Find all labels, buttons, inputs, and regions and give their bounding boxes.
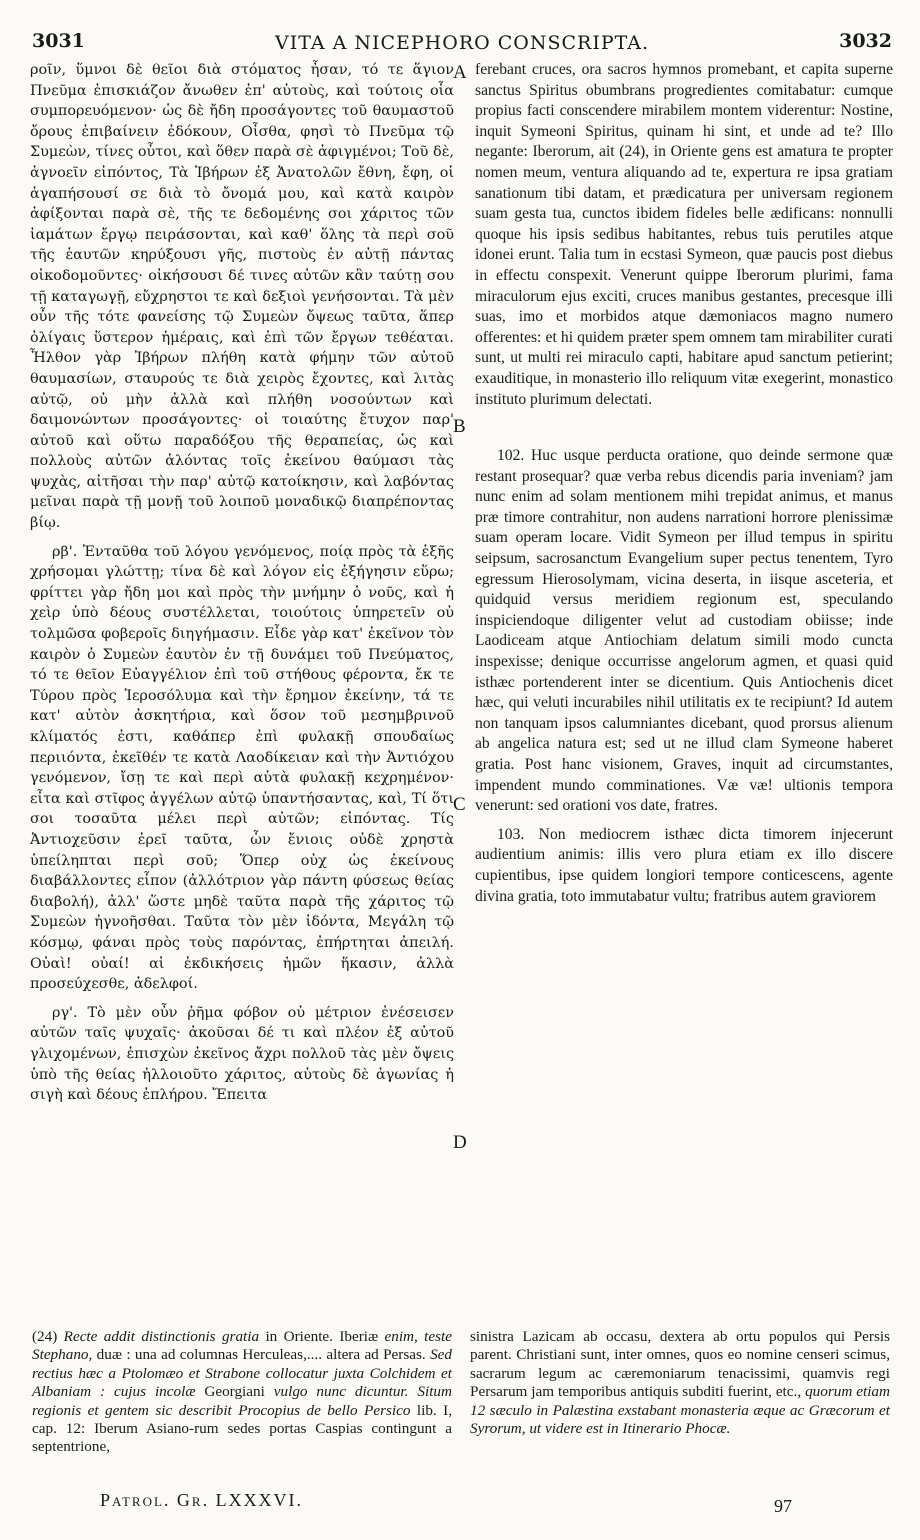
section-marker-a: A [453,62,467,83]
greek-paragraph: ρβ'. Ἐνταῦθα τοῦ λόγου γενόμενος, ποίᾳ πρὸς τὰ ἑξῆς χρήσομαι γλώττῃ; τίνα δὲ καὶ λόγον εἰς ἐξήγησιν εὕρω; φρίττει γὰρ ἤδη μοι καὶ πρὸς τὴν μνήμην ὁ νοῦς, καὶ ἡ χεὶρ ὑπὸ δέους συστέλλεται, τοιούτοις ὑπηρετεῖν οὐ τολμῶσα φοβεροῖς διηγήμασιν. Εἶδε γὰρ κατ' ἐκεῖνον τὸν καιρὸν ὁ Συμεὼν ἑαυτὸν ἐν τῇ δυνάμει τοῦ Πνεύματος, τό τε θεῖον Εὐαγγέλιον ἐπὶ τοῦ στήθους φέροντα, ἔκ τε Τύρου πρὸς Ἱεροσόλυμα καὶ τὴν ἔρημον ἐκείνην, τά τε κατ' αὐτὸν ἀσκητήρια, καὶ ὅσον τοῦ μεσημβρινοῦ κλίματός ἐστι, καθάπερ ἐπὶ φυλακῇ σπουδαίως περιιόντα, ἐκεῖθέν τε κατὰ Λαοδίκειαν καὶ τὴν Ἀντιόχου γενόμενον, ἴσῃ τε καὶ περὶ αὐτὰ φυλακῇ κεχρημένον· εἶτα καὶ στῖφος ἀγγέλων αὐτῷ ὑπαντήσαντας, καὶ, Τί ὅτι σοι τοσαῦτα μέλει περὶ αὐτῶν; εἰπόντας. Τίς Ἀντιοχεῦσιν ἐρεῖ ταῦτα, ὧν ἔνιοις οὐδὲ χρηστὰ ὑπείληπται περὶ σοῦ; Ὅπερ οὐχ ὡς ἐκείνους διαβάλλοντες εἶπον (ἀλλότριον γὰρ πάντη φύσεως θείας διαβολή), ἀλλ' ὥστε μηδὲ ταῦτα παρὰ τῆς χάριτος τῷ Συμεὼν ἠγνοῆσθαι. Ταῦτα τὸν μὲν ἰδόντα, Μεγάλη τῷ κόσμῳ, φάναι πρὸς τοὺς παρόντας, ἐπήρτηται ἀπειλή. Οὐαὶ! οὐαί! αἱ ἐκδικήσεις ἡμῶν ἥκασιν, ἀλλὰ προσεύχεσθε, ἀδελφοί. [30,543,454,993]
footnote-text: sinistra Lazicam ab occasu, dextera ab ortu populos qui Persis parent. Christiani sunt, inter omnes, quos eo nomine censeri scimus, sacrarum legum ac cæremoniarum tenacissimi, quamvis regi Persarum jam temporibus antiquis subditi fuerint, etc., [470,1328,890,1401]
sheet-number: 97 [774,1496,792,1516]
footnote-text: Recte addit distinctionis gratia [63,1328,260,1345]
latin-paragraph: ferebant cruces, ora sacros hymnos promebant, et capita superne sanctus Spiritus obumbrans progredientes comitabatur: cumque propius facti conscendere mirabilem montem viderentur: Nostine, inquit Symeoni Spiritus, quinam hi sint, et unde ad te? Illo negante: Iberorum, ait (24), in Oriente gens est amatura te propter nomen meum, ventura aliquando ad te, expertura re ipsa gratiam sanationum tibi datam, et prædicatura per universam regionem suam gesta tua, cunctos ibidem fideles belle ædificans: nonnulli quoque his ipsis sedibus habitantes, rebus tuis perutiles atque idonei erunt. Talia tum in ecstasi Symeon, quæ paucis post diebus in effectu conspexit. Venerunt quippe Iberorum plurimi, fama miraculorum ejus exciti, cruces manibus gestantes, precesque illi suas, imo et morbidos atque dæmoniacos magno numero offerentes: et hi quidem præter spem omnem tam mirabiliter curati sunt, ut multi rei miraculo capti, habitare apud sanctum petierint; exauditique, in monasterio illo reliquum vitæ exegerint, monastico instituto plurimum delectati. [475,61,893,408]
latin-paragraph: 102. Huc usque perducta oratione, quo deinde sermone quæ restant prosequar? quæ verba rebus dicendis paria inveniam? jam nunc enim ad solam mentionem mihi trepidat animus, et manus præ timore contrahitur, non audens narrationi horrore plenissimæ suam operam locare. Vidit Symeon per illud tempus in spiritu seipsum, sacrosanctum Evangelium super pectus tenentem, Tyro egressum Hierosolymam, vicina deserta, in iisque asceteria, et quidquid versus meridiem regionum est, speculando inspiciendoque diligenter velut ad custodiam obiisse; inde Laodiceam atque Antiochiam delatum simili modo cuncta inspexisse; denique occurrisse angelorum agmen, et quasi quid isthæc portenderent inter se dicentium. Quis Antiochenis dicet hæc, qui veluti incurabiles nihil utilitatis ex te recipiunt? Id autem non tanquam ipsos calumniantes dicebant, quod prorsus alienum ab angelica natura est; sed ut ne illud clam Symeone haberet gratia. Post hanc visionem, Graves, inquit ad circumstantes, impendent mundo comminationes. Væ væ! ultionis tempora venerunt: sed orationi vos date, fratres. [475,447,893,815]
greek-paragraph: ροῖν, ὕμνοι δὲ θεῖοι διὰ στόματος ἦσαν, τό τε ἅγιον Πνεῦμα ἐπισκιάζον ἄνωθεν ἐπ' αὐτοὺς, καὶ τούτοις οἷα συμπορευόμενον· ὡς δὲ ἤδη προσάγοντες τοῦ θαυμαστοῦ ὄρους ἐπιβαίνειν ἐδόκουν, Οἶσθα, φησὶ τὸ Πνεῦμα τῷ Συμεὼν, τίνες οὗτοι, καὶ ὅθεν παρὰ σὲ ἀφιγμένοι; Τοῦ δὲ, ἀγνοεῖν εἰπόντος, Τὰ Ἰβήρων ἐξ Ἀνατολῶν ἔθνη, ἔφη, οἱ ἀγαπήσουσί σε διὰ τὸ ὄνομά μου, καὶ κατὰ καιρὸν ἀφίξονται παρὰ σὲ, τῆς τε δεδομένης σοι χάριτος τῶν ἰαμάτων ἔργῳ πειράσονται, καὶ καθ' ὅλης τὰ περὶ σοῦ τῆς ἑαυτῶν κηρύξουσι γῆς, πιστοὺς ἐν αὐτῇ πάντας οἰκοδομοῦντες· οἰκήσουσι δέ τινες αὐτῶν κἂν ταύτῃ σου τῇ καταγωγῇ, εὔχρηστοι τε καὶ δεξιοὶ γενήσονται. Τὰ μὲν οὖν τῆς τότε φανείσης τῷ Συμεὼν ὄψεως ταῦτα, ἅπερ ὀλίγαις ὕστερον ἡμέραις, καὶ ἐπὶ τῶν ἔργων τεθέαται. Ἦλθον γὰρ Ἰβήρων πλήθη κατὰ φήμην τῶν αὐτοῦ θαυμασίων, σταυρούς τε διὰ χειρὸς ἔχοντες, καὶ λιτὰς αὐτῷ, οὐ μὴν ἀλλὰ καὶ πλήθη νοσούντων καὶ δαιμονώντων προσάγοντες· οἱ τοιαύτης ἔτυχον παρ' αὐτοῦ καὶ οὕτω παραδόξου τῆς θεραπείας, ὡς καὶ πολλοὺς αὐτῶν ἁλόντας τοῖς ἐκείνου θαύμασι τὰς ψυχὰς, αἰτῆσαι τὴν παρ' αὐτῷ κατοίκησιν, καὶ λαβόντας μεῖναι παρὰ τῇ μονῇ τοῦ λοιποῦ μοναδικῷ διαπρέποντας βίῳ. [30,62,454,532]
section-marker-d: D [453,1132,467,1153]
footnote-text: vulgo nunc dicuntur. Situm regionis et gentem sic describit Procopius de bello Persico [32,1383,452,1419]
footnote-text: in Oriente. Iberiæ [259,1328,385,1345]
footnote-text: Georgiani [195,1383,274,1401]
footnote-24 [32,1328,452,1457]
page-number-right: 3032 [839,30,892,52]
printer-signature: Patrol. Gr. LXXXVI. [100,1490,304,1510]
latin-paragraph: 103. Non mediocrem isthæc dicta timorem injecerunt audientium animis: illis vero plura etiam ex illo discere cupientibus, ipse quidem longiori tempore conticescens, agente divina gratia, toto immutabatur vultu; fratribus autem graviorem [475,825,893,905]
footnote-text: Sed rectius hæc a Ptolomæo et Strabone collocatur juxta Colchidem et Albaniam : cujus incolæ [32,1346,452,1401]
footnote-text: quorum etiam 12 sæculo in Palæstina exstabant monasteria æque ac Græcorum et Syrorum, ut videre est in Itinerario Phocæ. [470,1383,890,1438]
section-marker-b: B [453,416,466,437]
footnote-number: (24) [32,1328,64,1345]
greek-paragraph: ργ'. Τὸ μὲν οὖν ῥῆμα φόβον οὐ μέτριον ἐνέσεισεν αὐτῶν ταῖς ψυχαῖς· ἀκοῦσαι δέ τι καὶ πλέον ἐξ αὐτοῦ γλιχομένων, ἐπισχὼν ἐκεῖνος ἄχρι πολλοῦ τὰς μὲν ὄψεις ὑπὸ τῆς θείας ἠλλοιοῦτο χάριτος, αὐτοὺς δὲ ἀγωνίας ἡ σιγὴ καὶ δέους ἐπλήρου. Ἔπειτα [30,1004,454,1104]
page-header [32,30,892,58]
footnote-text: duæ : una ad columnas Herculeas,.... altera ad Persas. [92,1346,431,1364]
footnote-text: lib. I, cap. 12: Iberum Asiano-rum sedes portas Caspias contingunt a septentrione, [32,1401,452,1456]
latin-column [475,60,893,915]
greek-column [30,60,454,1114]
footnote-text: enim, teste Stephano, [32,1328,453,1364]
page-number-left: 3031 [32,30,85,52]
footnote-continuation [470,1328,890,1438]
section-marker-c: C [453,794,466,815]
running-title: VITA A NICEPHORO CONSCRIPTA. [274,32,650,54]
